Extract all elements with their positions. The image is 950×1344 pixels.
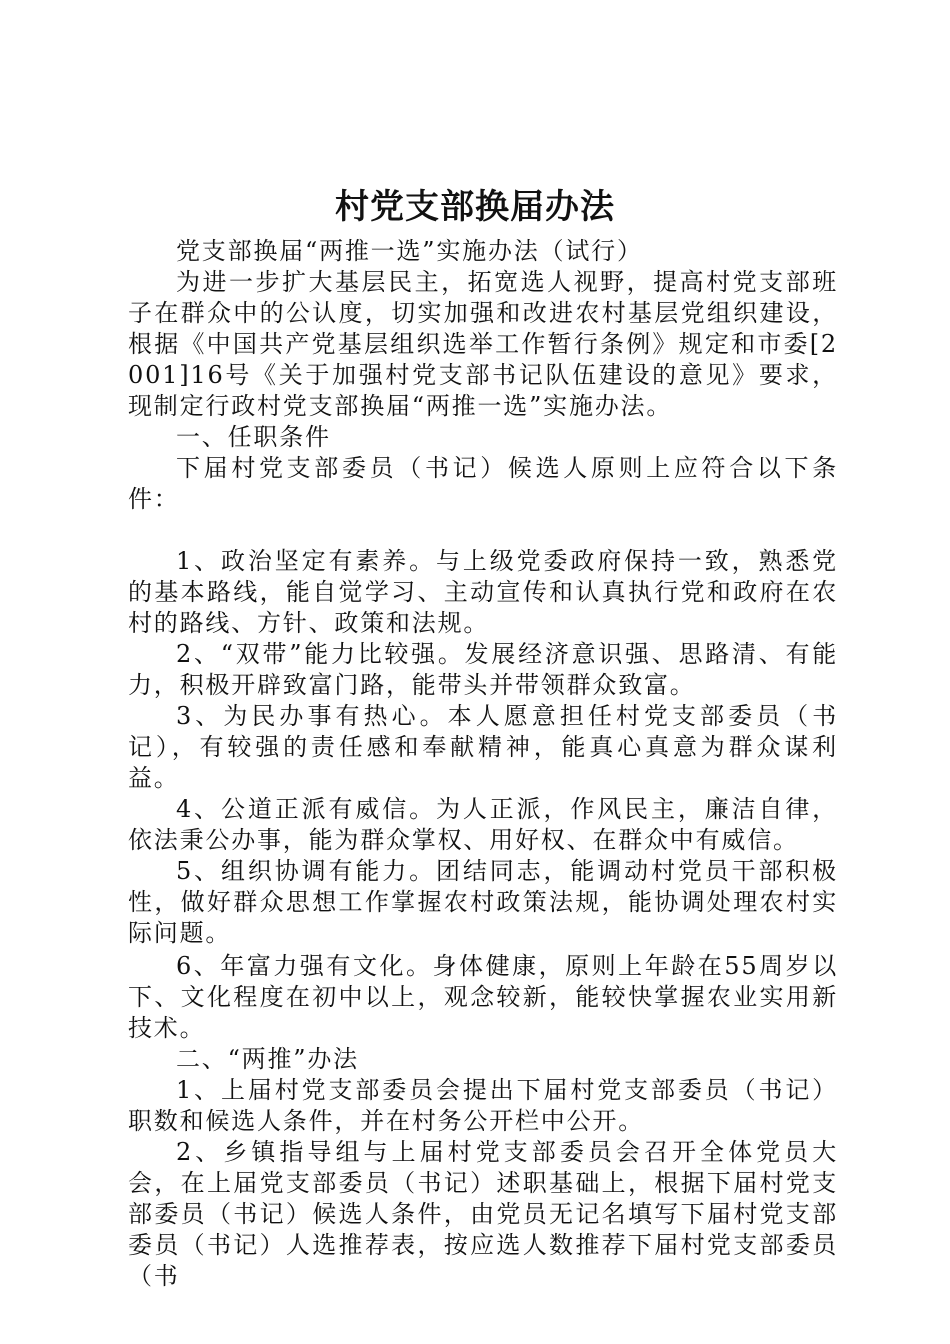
document-body — [128, 236, 838, 1292]
section-heading-1: 一、任职条件 — [176, 423, 331, 451]
procedure-item-1: 1、上届村党支部委员会提出下届村党支部委员（书记）职数和候选人条件，并在村务公开栏中公开。 — [128, 1076, 838, 1135]
condition-item-5: 5、组织协调有能力。团结同志，能调动村党员干部积极性，做好群众思想工作掌握农村政策法规，能协调处理农村实际问题。 — [128, 857, 838, 947]
condition-item-2: 2、“双带”能力比较强。发展经济意识强、思路清、有能力，积极开辟致富门路，能带头并带领群众致富。 — [128, 640, 838, 699]
subtitle-paragraph: 党支部换届“两推一选”实施办法（试行） — [176, 237, 643, 265]
conditions-intro-paragraph: 下届村党支部委员（书记）候选人原则上应符合以下条件： — [128, 454, 838, 513]
condition-item-6: 6、年富力强有文化。身体健康，原则上年龄在55周岁以下、文化程度在初中以上，观念较新，能较快掌握农业实用新技术。 — [128, 952, 838, 1042]
condition-item-4: 4、公道正派有威信。为人正派，作风民主，廉洁自律，依法秉公办事，能为群众掌权、用好权、在群众中有威信。 — [128, 795, 838, 854]
intro-paragraph: 为进一步扩大基层民主，拓宽选人视野，提高村党支部班子在群众中的公认度，切实加强和改进农村基层党组织建设，根据《中国共产党基层组织选举工作暂行条例》规定和市委[2001]16号《关于加强村党支部书记队伍建设的意见》要求，现制定行政村党支部换届“两推一选”实施办法。 — [128, 268, 838, 420]
procedure-item-2: 2、乡镇指导组与上届村党支部委员会召开全体党员大会，在上届党支部委员（书记）述职基础上，根据下届村党支部委员（书记）候选人条件，由党员无记名填写下届村党支部委员（书记）人选推荐表，按应选人数推荐下届村党支部委员（书 — [128, 1138, 838, 1290]
section-heading-2: 二、“两推”办法 — [176, 1045, 359, 1073]
condition-item-1: 1、政治坚定有素养。与上级党委政府保持一致，熟悉党的基本路线，能自觉学习、主动宣传和认真执行党和政府在农村的路线、方针、政策和法规。 — [128, 547, 838, 637]
condition-item-3: 3、为民办事有热心。本人愿意担任村党支部委员（书记），有较强的责任感和奉献精神，能真心真意为群众谋利益。 — [128, 702, 838, 792]
document-title: 村党支部换届办法 — [335, 187, 615, 227]
